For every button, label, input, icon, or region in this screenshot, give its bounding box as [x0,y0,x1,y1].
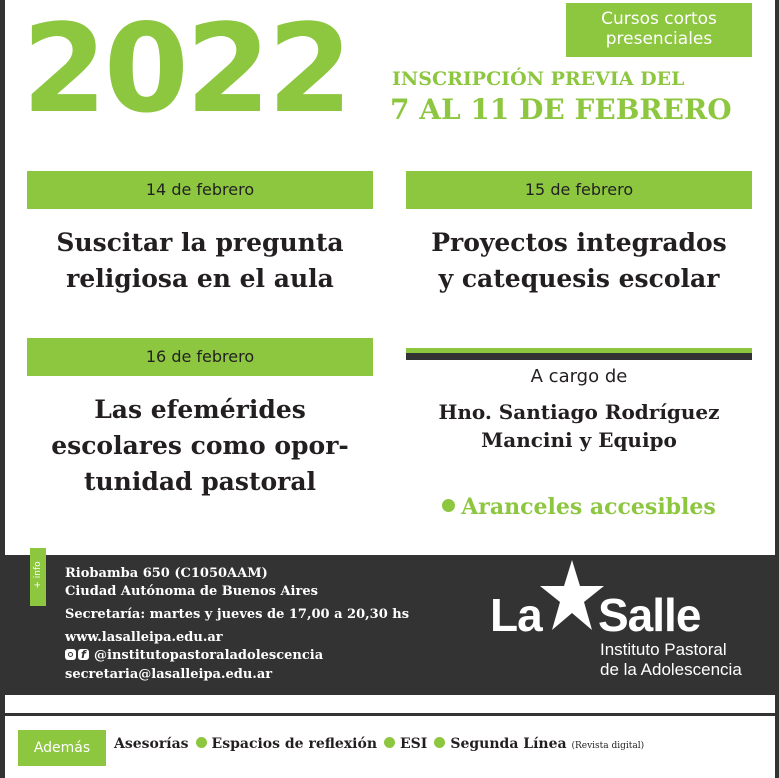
social-handle-text: @institutopastoraladolescencia [94,648,324,663]
course-2-title [399,225,759,297]
course-2-title-line-2: y catequesis escolar [438,264,720,293]
bullet-icon [434,737,445,748]
in-charge-names [406,398,752,454]
info-tag-label: + info [33,561,43,589]
in-charge-name-line-1: Hno. Santiago Rodríguez [438,400,720,424]
logo-word-la: La [490,589,542,641]
service-segunda-linea: Segunda Línea [450,736,567,752]
course-1-date: 14 de febrero [27,171,373,209]
logo-subtitle-line-2: de la Adolescencia [600,660,742,679]
la-salle-logo [490,560,760,688]
course-3-title-line-3: tunidad pastoral [83,467,317,496]
divider-dark [406,353,752,360]
footer-divider [0,713,779,716]
contact-info [65,565,409,684]
in-charge-label: A cargo de [530,366,628,387]
course-type-badge [566,3,752,57]
service-note: (Revista digital) [571,741,645,751]
course-2-date: 15 de febrero [406,171,752,209]
footer-services [114,736,644,752]
in-charge-name-line-2: Mancini y Equipo [481,428,677,452]
badge-line-1: Cursos cortos [601,9,717,29]
course-1-title-line-1: Suscitar la pregunta [56,228,344,257]
service-asesorias: Asesorías [114,736,189,752]
bullet-icon [196,737,207,748]
course-3-date: 16 de febrero [27,338,373,376]
address-line-2: Ciudad Autónoma de Buenos Aires [65,584,318,599]
course-1-title [20,225,380,297]
course-3-title [20,392,380,500]
address-line-1: Riobamba 650 (C1050AAM) [65,566,268,581]
website-link[interactable]: www.lasalleipa.edu.ar [65,630,223,645]
inscription-label: INSCRIPCIÓN PREVIA DEL [392,68,685,90]
logo-subtitle [600,640,742,680]
course-3-title-line-2: escolares como opor- [51,431,349,460]
social-handle[interactable] [65,647,409,666]
fees-note [406,494,752,520]
bullet-icon [384,737,395,748]
logo-subtitle-line-1: Instituto Pastoral [600,640,727,659]
info-tag [30,548,46,606]
course-3-title-line-1: Las efemérides [94,395,306,424]
footer-label: Además [18,730,106,766]
logo-word-salle: Salle [598,589,701,641]
badge-line-2: presenciales [605,29,713,49]
service-espacios: Espacios de reflexión [211,736,378,752]
instagram-icon [65,649,76,660]
fees-text: Aranceles accesibles [461,494,716,520]
service-esi: ESI [400,736,428,752]
course-1-title-line-2: religiosa en el aula [66,264,334,293]
bullet-icon [442,499,455,512]
email-link[interactable]: secretaria@lasalleipa.edu.ar [65,667,273,682]
year-heading: 2022 [22,0,350,140]
facebook-icon [78,649,89,660]
star-icon [540,560,604,630]
office-hours: Secretaría: martes y jueves de 17,00 a 20,30 hs [65,607,410,622]
inscription-dates: 7 AL 11 DE FEBRERO [390,93,732,126]
course-2-title-line-1: Proyectos integrados [431,228,727,257]
